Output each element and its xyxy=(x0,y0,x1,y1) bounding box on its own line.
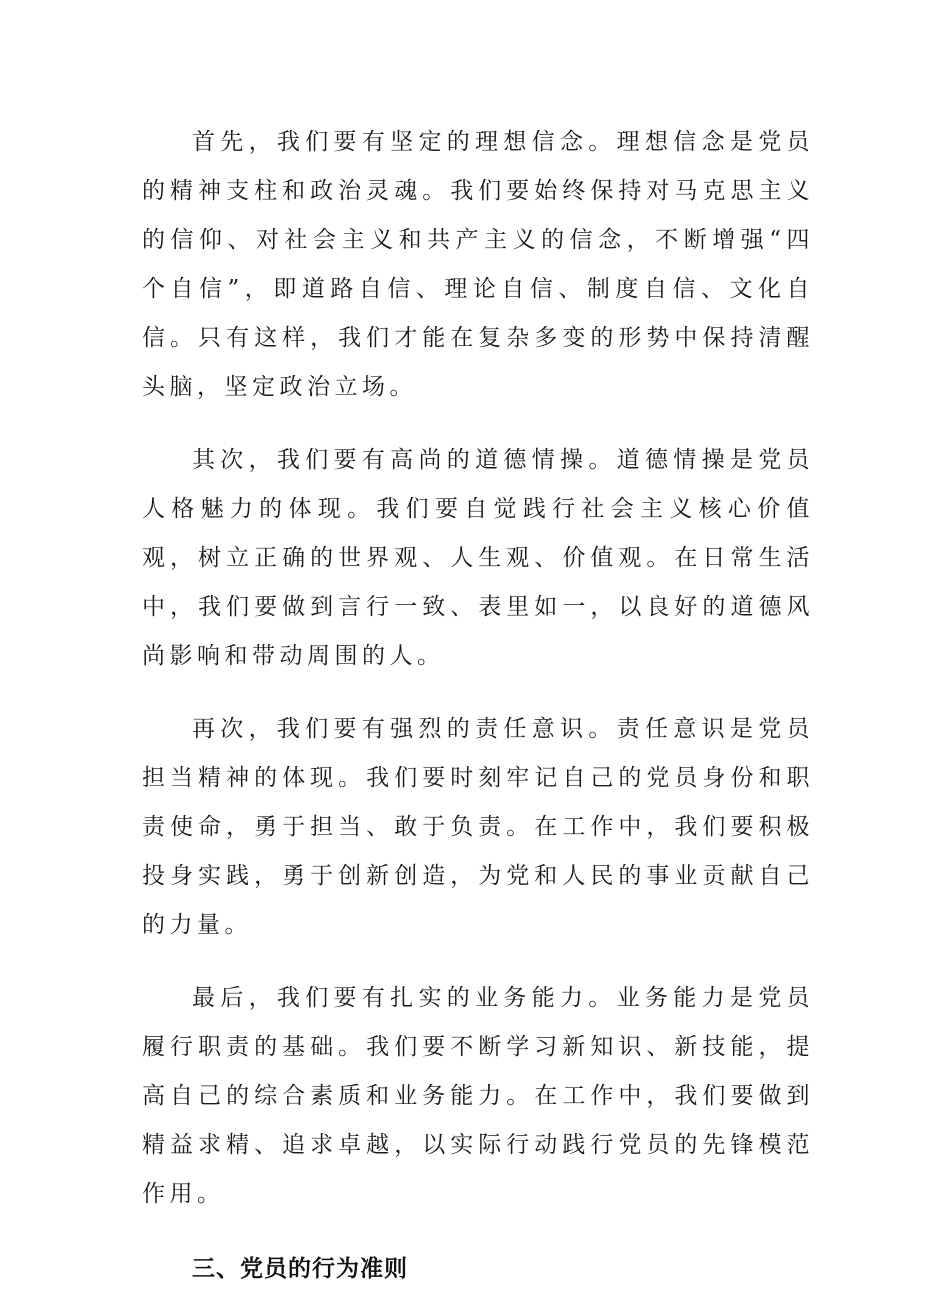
paragraph-ideals: 首先，我们要有坚定的理想信念。理想信念是党员的精神支柱和政治灵魂。我们要始终保持对马克思主义的信仰、对社会主义和共产主义的信念，不断增强“四个自信”，即道路自信、理论自信、制度自信、文化自信。只有这样，我们才能在复杂多变的形势中保持清醒头脑，坚定政治立场。 xyxy=(142,129,814,400)
paragraph-morality: 其次，我们要有高尚的道德情操。道德情操是党员人格魅力的体现。我们要自觉践行社会主义核心价值观，树立正确的世界观、人生观、价值观。在日常生活中，我们要做到言行一致、表里如一，以良好的道德风尚影响和带动周围的人。 xyxy=(142,447,814,669)
section-heading: 三、党员的行为准则 xyxy=(192,1256,408,1282)
paragraph-ability: 最后，我们要有扎实的业务能力。业务能力是党员履行职责的基础。我们要不断学习新知识、新技能，提高自己的综合素质和业务能力。在工作中，我们要做到精益求精、追求卓越，以实际行动践行党员的先锋模范作用。 xyxy=(142,985,814,1207)
paragraph-responsibility: 再次，我们要有强烈的责任意识。责任意识是党员担当精神的体现。我们要时刻牢记自己的党员身份和职责使命，勇于担当、敢于负责。在工作中，我们要积极投身实践，勇于创新创造，为党和人民的事业贡献自己的力量。 xyxy=(142,716,814,938)
document-body xyxy=(142,118,814,1289)
